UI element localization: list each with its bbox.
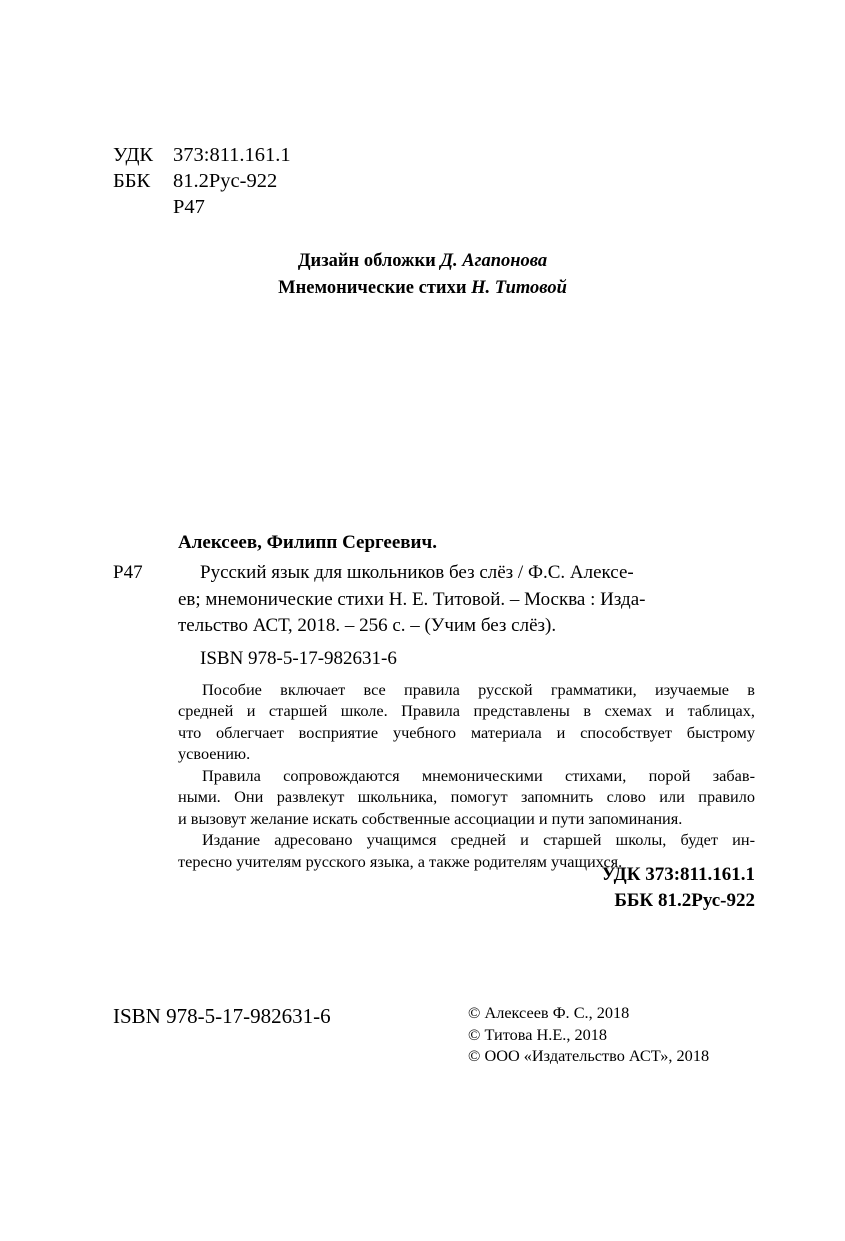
- copyright-line: © ООО «Издательство АСТ», 2018: [468, 1046, 710, 1065]
- credits-block: [0, 248, 845, 302]
- annotation-line: и вызовут желание искать собственные ассоциации и пути запоминания.: [178, 808, 683, 828]
- poems-prefix: Мнемонические стихи: [278, 278, 472, 298]
- bbk-row-top: [113, 168, 291, 194]
- annotation-line: Издание адресовано учащимся средней и старшей школы, будет ин-: [202, 830, 755, 849]
- copyright-line: © Алексеев Ф. С., 2018: [468, 1003, 630, 1022]
- classification-block-bottom: [602, 862, 755, 914]
- description-line: тельство АСТ, 2018. – 256 с. – (Учим без слёз).: [178, 615, 557, 636]
- cover-design-prefix: Дизайн обложки: [297, 251, 441, 271]
- annotation-line: Правила сопровождаются мнемоническими стихами, порой забав-: [202, 765, 755, 785]
- description-line: ев; мнемонические стихи Н. Е. Титовой. – Москва : Изда-: [178, 588, 646, 610]
- bibliographic-record: [113, 530, 755, 872]
- author-index-mark: Р47: [113, 562, 143, 583]
- bibliographic-description: [113, 560, 755, 640]
- annotation-line: усвоению.: [178, 744, 251, 763]
- annotation-paragraph: [178, 765, 755, 830]
- author-index-row-top: [113, 194, 291, 220]
- annotation-paragraph: [178, 679, 755, 765]
- bbk-bottom: ББК 81.2Рус-922: [614, 890, 755, 911]
- cover-design-credit: [0, 248, 845, 275]
- annotation-line: что облегчает восприятие учебного материала и способствует быстрому: [178, 722, 755, 742]
- bbk-label-top: ББК: [113, 170, 151, 192]
- cover-design-name: Д. Агапонова: [440, 251, 548, 271]
- description-body: [178, 560, 755, 640]
- isbn-footer: ISBN 978-5-17-982631-6: [113, 1004, 331, 1028]
- udk-label-top: УДК: [113, 144, 154, 166]
- poems-credit: [0, 275, 845, 302]
- udk-bottom: УДК 373:811.161.1: [601, 864, 755, 885]
- bbk-value-top: 81.2Рус-922: [173, 170, 278, 192]
- annotation-line: тересно учителям русского языка, а также родителям учащихся.: [178, 851, 623, 871]
- udk-row-top: [113, 142, 291, 168]
- footer-block: [113, 1002, 763, 1067]
- annotation-line: средней и старшей школе. Правила представлены в схемах и таблицах,: [178, 701, 755, 720]
- copyright-line: © Титова Н.Е., 2018: [468, 1024, 608, 1044]
- annotation-line: ными. Они развлекут школьника, помогут запомнить слово или правило: [178, 787, 755, 806]
- copyright-list: [468, 1002, 763, 1067]
- author-heading: Алексеев, Филипп Сергеевич.: [178, 532, 437, 553]
- udk-value-top: 373:811.161.1: [173, 144, 291, 166]
- description-line: Русский язык для школьников без слёз / Ф.С. Алексе-: [200, 562, 634, 583]
- classification-block-top: [113, 142, 291, 220]
- annotation-block: [178, 679, 755, 873]
- poems-author-name: Н. Титовой: [471, 278, 567, 298]
- annotation-line: Пособие включает все правила русской грамматики, изучаемые в: [202, 679, 755, 699]
- isbn-in-record: ISBN 978-5-17-982631-6: [200, 647, 397, 669]
- author-index-top: Р47: [173, 196, 205, 218]
